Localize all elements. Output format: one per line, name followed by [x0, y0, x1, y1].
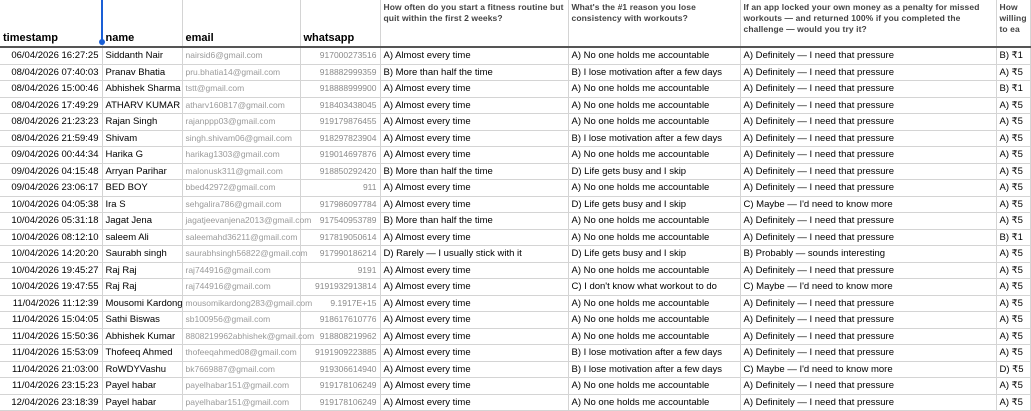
cell-email[interactable]: rajanppp03@gmail.com: [182, 114, 300, 131]
table-row[interactable]: [0, 229, 1030, 246]
cell-name[interactable]: ATHARV KUMAR: [102, 97, 182, 114]
cell-q3[interactable]: A) Definitely — I need that pressure: [740, 229, 996, 246]
cell-q2[interactable]: A) No one holds me accountable: [568, 229, 740, 246]
cell-ts[interactable]: 10/04/2026 14:20:20: [0, 246, 102, 263]
table-row[interactable]: [0, 114, 1030, 131]
cell-q4[interactable]: A) ₹5: [996, 279, 1030, 296]
cell-q3[interactable]: A) Definitely — I need that pressure: [740, 130, 996, 147]
cell-wa[interactable]: 918808219962: [300, 328, 380, 345]
cell-wa[interactable]: 917986097784: [300, 196, 380, 213]
cell-name[interactable]: BED BOY: [102, 180, 182, 197]
cell-name[interactable]: Pranav Bhatia: [102, 64, 182, 81]
cell-q3[interactable]: A) Definitely — I need that pressure: [740, 180, 996, 197]
column-header-q1[interactable]: How often do you start a fitness routine but quit within the first 2 weeks?: [380, 0, 568, 47]
cell-q1[interactable]: A) Almost every time: [380, 345, 568, 362]
cell-wa[interactable]: 919179876455: [300, 114, 380, 131]
table-row[interactable]: [0, 345, 1030, 362]
cell-wa[interactable]: 919178106249: [300, 378, 380, 395]
cell-q2[interactable]: A) No one holds me accountable: [568, 97, 740, 114]
cell-q3[interactable]: A) Definitely — I need that pressure: [740, 328, 996, 345]
cell-q1[interactable]: A) Almost every time: [380, 180, 568, 197]
table-row[interactable]: [0, 279, 1030, 296]
cell-q4[interactable]: A) ₹5: [996, 196, 1030, 213]
cell-q1[interactable]: A) Almost every time: [380, 262, 568, 279]
cell-q3[interactable]: A) Definitely — I need that pressure: [740, 378, 996, 395]
cell-q2[interactable]: A) No one holds me accountable: [568, 328, 740, 345]
cell-q1[interactable]: A) Almost every time: [380, 394, 568, 411]
cell-q2[interactable]: A) No one holds me accountable: [568, 394, 740, 411]
column-header-name[interactable]: name: [102, 0, 182, 47]
cell-q4[interactable]: A) ₹5: [996, 328, 1030, 345]
cell-wa[interactable]: 917540953789: [300, 213, 380, 230]
cell-name[interactable]: Jagat Jena: [102, 213, 182, 230]
cell-q1[interactable]: A) Almost every time: [380, 97, 568, 114]
cell-q3[interactable]: A) Definitely — I need that pressure: [740, 97, 996, 114]
cell-name[interactable]: saleem Ali: [102, 229, 182, 246]
table-row[interactable]: [0, 394, 1030, 411]
column-header-timestamp[interactable]: timestamp: [0, 0, 102, 47]
cell-email[interactable]: bk7669887@gmail.com: [182, 361, 300, 378]
table-row[interactable]: [0, 81, 1030, 98]
cell-q4[interactable]: A) ₹5: [996, 295, 1030, 312]
cell-q1[interactable]: A) Almost every time: [380, 312, 568, 329]
cell-ts[interactable]: 11/04/2026 21:03:00: [0, 361, 102, 378]
cell-q2[interactable]: B) I lose motivation after a few days: [568, 345, 740, 362]
cell-ts[interactable]: 10/04/2026 19:45:27: [0, 262, 102, 279]
cell-q4[interactable]: A) ₹5: [996, 64, 1030, 81]
table-row[interactable]: [0, 180, 1030, 197]
cell-email[interactable]: jagatjeevanjena2013@gmail.com: [182, 213, 300, 230]
cell-email[interactable]: thofeeqahmed08@gmail.com: [182, 345, 300, 362]
cell-email[interactable]: sb100956@gmail.com: [182, 312, 300, 329]
cell-wa[interactable]: 918297823904: [300, 130, 380, 147]
cell-wa[interactable]: 918403438045: [300, 97, 380, 114]
cell-q1[interactable]: D) Rarely — I usually stick with it: [380, 246, 568, 263]
cell-q1[interactable]: A) Almost every time: [380, 196, 568, 213]
cell-q4[interactable]: A) ₹5: [996, 97, 1030, 114]
cell-q4[interactable]: A) ₹5: [996, 180, 1030, 197]
cell-ts[interactable]: 10/04/2026 19:47:55: [0, 279, 102, 296]
cell-wa[interactable]: 918888999900: [300, 81, 380, 98]
cell-name[interactable]: Shivam: [102, 130, 182, 147]
column-header-email[interactable]: email: [182, 0, 300, 47]
cell-ts[interactable]: 10/04/2026 05:31:18: [0, 213, 102, 230]
header-row: [0, 0, 1030, 47]
cell-q1[interactable]: A) Almost every time: [380, 130, 568, 147]
cell-email[interactable]: harikag1303@gmail.com: [182, 147, 300, 164]
cell-q3[interactable]: A) Definitely — I need that pressure: [740, 47, 996, 64]
cell-name[interactable]: Raj Raj: [102, 262, 182, 279]
cell-q3[interactable]: A) Definitely — I need that pressure: [740, 345, 996, 362]
column-header-q3[interactable]: If an app locked your own money as a penalty for missed workouts — and returned 100% if you completed the challenge — would you try it?: [740, 0, 996, 47]
cell-name[interactable]: Rajan Singh: [102, 114, 182, 131]
table-row[interactable]: [0, 378, 1030, 395]
cell-email[interactable]: raj744916@gmail.com: [182, 262, 300, 279]
cell-q2[interactable]: A) No one holds me accountable: [568, 213, 740, 230]
cell-q4[interactable]: A) ₹5: [996, 163, 1030, 180]
cell-q3[interactable]: A) Definitely — I need that pressure: [740, 262, 996, 279]
cell-q3[interactable]: C) Maybe — I'd need to know more: [740, 196, 996, 213]
cell-q3[interactable]: A) Definitely — I need that pressure: [740, 64, 996, 81]
table-row[interactable]: [0, 97, 1030, 114]
column-selection-line: [101, 0, 103, 42]
table-row[interactable]: [0, 64, 1030, 81]
cell-name[interactable]: Sathi Biswas: [102, 312, 182, 329]
cell-email[interactable]: raj744916@gmail.com: [182, 279, 300, 296]
cell-q4[interactable]: A) ₹5: [996, 246, 1030, 263]
cell-wa[interactable]: 918850292420: [300, 163, 380, 180]
cell-q2[interactable]: A) No one holds me accountable: [568, 312, 740, 329]
cell-q3[interactable]: A) Definitely — I need that pressure: [740, 394, 996, 411]
selection-handle[interactable]: [99, 39, 105, 45]
cell-q1[interactable]: A) Almost every time: [380, 229, 568, 246]
cell-email[interactable]: saleemahd36211@gmail.com: [182, 229, 300, 246]
cell-name[interactable]: RoWDYVashu: [102, 361, 182, 378]
table-row[interactable]: [0, 312, 1030, 329]
cell-q2[interactable]: A) No one holds me accountable: [568, 81, 740, 98]
table-row[interactable]: [0, 130, 1030, 147]
cell-q2[interactable]: D) Life gets busy and I skip: [568, 163, 740, 180]
cell-ts[interactable]: 06/04/2026 16:27:25: [0, 47, 102, 64]
cell-q2[interactable]: A) No one holds me accountable: [568, 114, 740, 131]
cell-name[interactable]: Saurabh singh: [102, 246, 182, 263]
cell-q3[interactable]: A) Definitely — I need that pressure: [740, 312, 996, 329]
cell-email[interactable]: nairsid6@gmail.com: [182, 47, 300, 64]
cell-email[interactable]: bbed42972@gmail.com: [182, 180, 300, 197]
cell-q3[interactable]: A) Definitely — I need that pressure: [740, 213, 996, 230]
table-row[interactable]: [0, 246, 1030, 263]
cell-name[interactable]: Abhishek Sharma: [102, 81, 182, 98]
cell-q1[interactable]: A) Almost every time: [380, 279, 568, 296]
column-header-q4[interactable]: How willing to ea: [996, 0, 1030, 47]
cell-email[interactable]: sehgalira786@gmail.com: [182, 196, 300, 213]
cell-wa[interactable]: 917000273516: [300, 47, 380, 64]
cell-ts[interactable]: 09/04/2026 04:15:48: [0, 163, 102, 180]
cell-name[interactable]: Mousomi Kardong: [102, 295, 182, 312]
cell-q3[interactable]: C) Maybe — I'd need to know more: [740, 279, 996, 296]
table-row[interactable]: [0, 361, 1030, 378]
cell-q1[interactable]: B) More than half the time: [380, 163, 568, 180]
cell-name[interactable]: Abhishek Kumar: [102, 328, 182, 345]
table-row[interactable]: [0, 196, 1030, 213]
column-header-whatsapp[interactable]: whatsapp: [300, 0, 380, 47]
cell-name[interactable]: Harika G: [102, 147, 182, 164]
cell-q4[interactable]: D) ₹5: [996, 361, 1030, 378]
cell-wa[interactable]: 9191909223885: [300, 345, 380, 362]
cell-ts[interactable]: 09/04/2026 00:44:34: [0, 147, 102, 164]
cell-q1[interactable]: B) More than half the time: [380, 64, 568, 81]
cell-wa[interactable]: 918882999359: [300, 64, 380, 81]
cell-ts[interactable]: 10/04/2026 04:05:38: [0, 196, 102, 213]
cell-email[interactable]: payelhabar151@gmail.com: [182, 394, 300, 411]
cell-email[interactable]: tstt@gmail.com: [182, 81, 300, 98]
cell-q3[interactable]: A) Definitely — I need that pressure: [740, 114, 996, 131]
cell-q2[interactable]: B) I lose motivation after a few days: [568, 64, 740, 81]
cell-email[interactable]: payelhabar151@gmail.com: [182, 378, 300, 395]
cell-email[interactable]: saurabhsingh56822@gmail.com: [182, 246, 300, 263]
cell-q2[interactable]: A) No one holds me accountable: [568, 262, 740, 279]
cell-ts[interactable]: 08/04/2026 21:59:49: [0, 130, 102, 147]
cell-ts[interactable]: 11/04/2026 15:04:05: [0, 312, 102, 329]
cell-q1[interactable]: A) Almost every time: [380, 378, 568, 395]
cell-name[interactable]: Raj Raj: [102, 279, 182, 296]
cell-q1[interactable]: A) Almost every time: [380, 295, 568, 312]
cell-ts[interactable]: 08/04/2026 15:00:46: [0, 81, 102, 98]
cell-q4[interactable]: A) ₹5: [996, 130, 1030, 147]
cell-q2[interactable]: C) I don't know what workout to do: [568, 279, 740, 296]
cell-q1[interactable]: A) Almost every time: [380, 47, 568, 64]
table-row[interactable]: [0, 47, 1030, 64]
cell-wa[interactable]: 9191932913814: [300, 279, 380, 296]
cell-q4[interactable]: A) ₹5: [996, 378, 1030, 395]
cell-q2[interactable]: A) No one holds me accountable: [568, 180, 740, 197]
cell-q2[interactable]: D) Life gets busy and I skip: [568, 196, 740, 213]
cell-q1[interactable]: A) Almost every time: [380, 147, 568, 164]
cell-wa[interactable]: 919306614940: [300, 361, 380, 378]
cell-email[interactable]: mousomikardong283@gmail.com: [182, 295, 300, 312]
cell-q4[interactable]: A) ₹5: [996, 213, 1030, 230]
cell-wa[interactable]: 918617610776: [300, 312, 380, 329]
cell-wa[interactable]: 919014697876: [300, 147, 380, 164]
cell-q3[interactable]: A) Definitely — I need that pressure: [740, 81, 996, 98]
cell-wa[interactable]: 917819050614: [300, 229, 380, 246]
cell-wa[interactable]: 9191: [300, 262, 380, 279]
table-row[interactable]: [0, 147, 1030, 164]
cell-q4[interactable]: B) ₹1: [996, 229, 1030, 246]
cell-q4[interactable]: A) ₹5: [996, 394, 1030, 411]
cell-ts[interactable]: 09/04/2026 23:06:17: [0, 180, 102, 197]
cell-q2[interactable]: A) No one holds me accountable: [568, 147, 740, 164]
cell-email[interactable]: 8808219962abhishek@gmail.com: [182, 328, 300, 345]
cell-email[interactable]: atharv160817@gmail.com: [182, 97, 300, 114]
table-row[interactable]: [0, 328, 1030, 345]
cell-wa[interactable]: 911: [300, 180, 380, 197]
cell-ts[interactable]: 08/04/2026 07:40:03: [0, 64, 102, 81]
cell-ts[interactable]: 10/04/2026 08:12:10: [0, 229, 102, 246]
cell-q2[interactable]: A) No one holds me accountable: [568, 378, 740, 395]
column-header-q2[interactable]: What's the #1 reason you lose consistency with workouts?: [568, 0, 740, 47]
table-row[interactable]: [0, 295, 1030, 312]
cell-name[interactable]: Thofeeq Ahmed: [102, 345, 182, 362]
cell-q2[interactable]: D) Life gets busy and I skip: [568, 246, 740, 263]
cell-q4[interactable]: A) ₹5: [996, 114, 1030, 131]
cell-name[interactable]: Payel habar: [102, 394, 182, 411]
cell-q1[interactable]: A) Almost every time: [380, 81, 568, 98]
cell-q4[interactable]: A) ₹5: [996, 262, 1030, 279]
cell-name[interactable]: Payel habar: [102, 378, 182, 395]
table-row[interactable]: [0, 262, 1030, 279]
cell-name[interactable]: Siddanth Nair: [102, 47, 182, 64]
cell-q1[interactable]: A) Almost every time: [380, 361, 568, 378]
cell-q2[interactable]: A) No one holds me accountable: [568, 47, 740, 64]
cell-q2[interactable]: B) I lose motivation after a few days: [568, 130, 740, 147]
cell-q1[interactable]: A) Almost every time: [380, 328, 568, 345]
cell-wa[interactable]: 919178106249: [300, 394, 380, 411]
cell-email[interactable]: malonusk311@gmail.com: [182, 163, 300, 180]
cell-q4[interactable]: A) ₹5: [996, 312, 1030, 329]
cell-q4[interactable]: B) ₹1: [996, 47, 1030, 64]
cell-q4[interactable]: B) ₹1: [996, 81, 1030, 98]
cell-q3[interactable]: A) Definitely — I need that pressure: [740, 163, 996, 180]
cell-q3[interactable]: C) Maybe — I'd need to know more: [740, 361, 996, 378]
table-row[interactable]: [0, 163, 1030, 180]
cell-email[interactable]: pru.bhatia14@gmail.com: [182, 64, 300, 81]
cell-q2[interactable]: B) I lose motivation after a few days: [568, 361, 740, 378]
cell-q1[interactable]: B) More than half the time: [380, 213, 568, 230]
cell-ts[interactable]: 11/04/2026 11:12:39: [0, 295, 102, 312]
cell-q3[interactable]: B) Probably — sounds interesting: [740, 246, 996, 263]
cell-q4[interactable]: A) ₹5: [996, 345, 1030, 362]
cell-ts[interactable]: 11/04/2026 15:53:09: [0, 345, 102, 362]
cell-ts[interactable]: 12/04/2026 23:18:39: [0, 394, 102, 411]
cell-ts[interactable]: 11/04/2026 15:50:36: [0, 328, 102, 345]
cell-email[interactable]: singh.shivam06@gmail.com: [182, 130, 300, 147]
cell-q3[interactable]: A) Definitely — I need that pressure: [740, 147, 996, 164]
cell-wa[interactable]: 9.1917E+15: [300, 295, 380, 312]
cell-ts[interactable]: 11/04/2026 23:15:23: [0, 378, 102, 395]
cell-q4[interactable]: A) ₹5: [996, 147, 1030, 164]
cell-name[interactable]: Ira S: [102, 196, 182, 213]
cell-ts[interactable]: 08/04/2026 21:23:23: [0, 114, 102, 131]
cell-ts[interactable]: 08/04/2026 17:49:29: [0, 97, 102, 114]
cell-q3[interactable]: A) Definitely — I need that pressure: [740, 295, 996, 312]
cell-q1[interactable]: A) Almost every time: [380, 114, 568, 131]
table-row[interactable]: [0, 213, 1030, 230]
cell-name[interactable]: Arryan Parihar: [102, 163, 182, 180]
cell-q2[interactable]: A) No one holds me accountable: [568, 295, 740, 312]
cell-wa[interactable]: 917990186214: [300, 246, 380, 263]
